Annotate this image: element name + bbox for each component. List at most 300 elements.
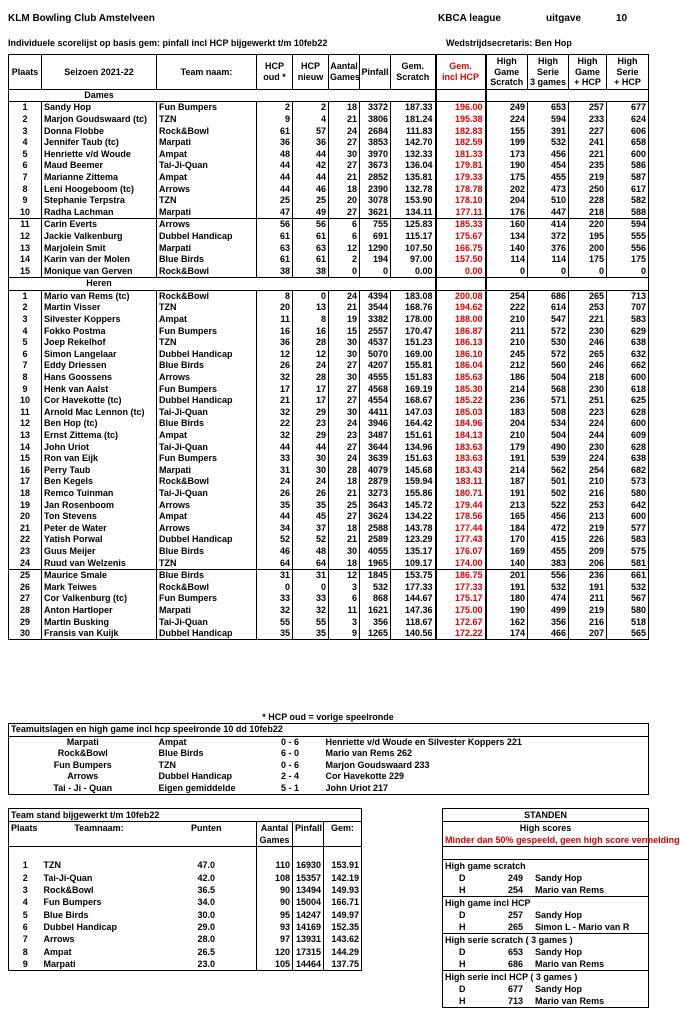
games-cell: 19 [329, 314, 360, 326]
high-game-cell: 213 [486, 499, 528, 511]
team-cell: Marpati [157, 465, 257, 477]
player-name: Simon L - Mario van R [535, 921, 630, 932]
high-game-cell: 191 [486, 453, 528, 465]
table-row [9, 160, 649, 172]
team-cell: Ampat [157, 511, 257, 523]
high-game-cell: 175 [486, 172, 528, 184]
stand-layout-row [9, 809, 649, 822]
team-cell: TZN [157, 302, 257, 314]
col-gem: Gem: [324, 822, 362, 835]
gem-scratch-cell: 151.61 [391, 430, 436, 442]
high-game-cell: 212 [486, 360, 528, 372]
gem-scratch-cell: 111.83 [391, 125, 436, 137]
plaats-cell: 14 [9, 441, 42, 453]
gem-scratch-cell: 147.03 [391, 407, 436, 419]
hcp-oud-cell: 8 [257, 290, 293, 302]
plaats-cell: 30 [9, 628, 42, 640]
plaats-cell: 5 [9, 148, 42, 160]
hcp-oud-cell: 31 [257, 569, 293, 581]
section-header [9, 278, 649, 291]
pinfall-cell: 2588 [360, 522, 391, 534]
naam-cell: Eddy Driessen [42, 360, 157, 372]
naam-cell: Stephanie Terpstra [42, 195, 157, 207]
high-game-hcp-cell: 265 [569, 290, 607, 302]
games-cell: 21 [329, 488, 360, 500]
games-cell: 18 [329, 476, 360, 488]
gem-hcp-cell: 185.22 [436, 395, 486, 407]
high-game-hcp-cell: 241 [569, 137, 607, 149]
gem-hcp-cell: 185.33 [436, 219, 486, 231]
gem-scratch-cell: 135.17 [391, 546, 436, 558]
high-serie-cell: 414 [528, 219, 569, 231]
gem-hcp-cell: 166.75 [436, 242, 486, 254]
table-row [9, 946, 649, 958]
hcp-nieuw-cell: 30 [293, 453, 329, 465]
high-serie-cell: 447 [528, 206, 569, 218]
col-high-serie: High Serie 3 games [528, 55, 569, 90]
high-game-cell: 179 [486, 441, 528, 453]
hcp-oud-cell: 32 [257, 407, 293, 419]
games-cell: 93 [257, 921, 293, 934]
punten-cell: 36.5 [197, 884, 216, 895]
pinfall-cell: 14464 [293, 958, 324, 971]
gem-scratch-cell: 134.96 [391, 441, 436, 453]
col-seizoen: Seizoen 2021-22 [42, 55, 157, 90]
naam-cell: Fokko Postma [42, 325, 157, 337]
plaats-cell: 2 [9, 114, 42, 126]
away-team: Eigen gemiddelde [157, 783, 257, 795]
section-title: Dames [42, 89, 157, 102]
hcp-oud-cell: 44 [257, 172, 293, 184]
high-score-block-title: High serie incl HCP ( 3 games ) [443, 971, 649, 984]
away-team: TZN [158, 759, 176, 770]
gem-hcp-cell: 179.33 [436, 172, 486, 184]
team-cell: Fun Bumpers [157, 325, 257, 337]
hcp-oud-cell: 44 [257, 441, 293, 453]
high-serie-hcp-cell: 573 [607, 476, 649, 488]
gem-hcp-cell: 195.38 [436, 114, 486, 126]
high-serie-cell: 532 [528, 137, 569, 149]
col-pinfall: Pinfall [293, 822, 324, 835]
hcp-oud-cell: 32 [257, 430, 293, 442]
list-subtitle: Individuele scorelijst op basis gem: pinfall incl HCP bijgewerkt t/m 10feb22 [8, 38, 328, 48]
games-cell: 6 [329, 231, 360, 243]
high-score-block-title: High serie scratch ( 3 games ) [443, 934, 649, 947]
high-serie-cell: 594 [528, 114, 569, 126]
hcp-oud-cell: 61 [257, 231, 293, 243]
hcp-nieuw-cell: 12 [293, 349, 329, 361]
gem-hcp-cell: 177.44 [436, 522, 486, 534]
plaats-cell: 9 [9, 383, 42, 395]
gem-hcp-cell: 177.43 [436, 534, 486, 546]
naam-cell: Yatish Porwal [42, 534, 157, 546]
high-serie-hcp-cell: 532 [607, 581, 649, 593]
plaats-cell: 5 [9, 909, 42, 921]
team-cell: TZN [157, 114, 257, 126]
gem-hcp-cell: 194.62 [436, 302, 486, 314]
high-serie-cell: 510 [528, 195, 569, 207]
plaats-cell: 2 [9, 872, 42, 884]
table-row [9, 383, 649, 395]
hcp-oud-cell: 26 [257, 488, 293, 500]
player-name: Mario van Rems [535, 995, 605, 1006]
pinfall-cell: 1265 [360, 628, 391, 640]
col-aantal: Aantal [257, 822, 293, 835]
team-cell: TZN [157, 337, 257, 349]
gap-cell [362, 971, 443, 984]
high-scores-title: High scores [443, 822, 649, 835]
pinfall-cell: 3644 [360, 441, 391, 453]
high-game-cell: 155 [486, 125, 528, 137]
high-game-hcp-cell: 246 [569, 360, 607, 372]
naam-cell: Arnold Mac Lennon (tc) [42, 407, 157, 419]
high-serie-hcp-cell: 629 [607, 325, 649, 337]
gem-scratch-cell: 134.22 [391, 511, 436, 523]
high-serie-cell: 539 [528, 453, 569, 465]
match-score: 6 - 0 [280, 748, 299, 759]
naam-cell: Radha Lachman [42, 206, 157, 218]
high-game-hcp-cell: 244 [569, 430, 607, 442]
games-cell: 24 [329, 125, 360, 137]
pinfall-cell: 2589 [360, 534, 391, 546]
plaats-cell: 21 [9, 522, 42, 534]
team-cell: Arrows [43, 934, 75, 945]
hcp-nieuw-cell: 13 [293, 302, 329, 314]
high-serie-cell: 532 [528, 581, 569, 593]
gem-hcp-cell: 186.87 [436, 325, 486, 337]
naam-cell: Carin Everts [42, 219, 157, 231]
hcp-nieuw-cell: 48 [293, 546, 329, 558]
pinfall-cell: 4554 [360, 395, 391, 407]
score: 677 [508, 983, 524, 994]
high-serie-cell: 653 [528, 102, 569, 114]
gem-scratch-cell: 142.70 [391, 137, 436, 149]
table-row [9, 534, 649, 546]
high-score-entry [443, 921, 649, 934]
team-cell: Tai-Ji-Quan [157, 160, 257, 172]
high-serie-hcp-cell: 642 [607, 499, 649, 511]
pinfall-cell: 3621 [360, 206, 391, 218]
games-cell: 18 [329, 557, 360, 569]
high-serie-hcp-cell: 600 [607, 511, 649, 523]
stand-layout-row [9, 822, 649, 835]
high-game-hcp-cell: 219 [569, 605, 607, 617]
pinfall-cell: 3673 [360, 160, 391, 172]
hcp-nieuw-cell: 0 [293, 290, 329, 302]
gem-hcp-cell: 200.08 [436, 290, 486, 302]
score: 257 [508, 909, 524, 920]
table-row [9, 430, 649, 442]
naam-cell: Marjolein Smit [42, 242, 157, 254]
stand-layout-row [9, 834, 649, 847]
high-serie-hcp-cell: 582 [607, 195, 649, 207]
gap-cell [362, 872, 443, 884]
gem-hcp-cell: 185.30 [436, 383, 486, 395]
plaats-cell: 3 [9, 314, 42, 326]
blank-cell [324, 847, 362, 860]
gender: D [459, 872, 466, 883]
high-serie-hcp-cell: 624 [607, 114, 649, 126]
gap-cell [362, 909, 443, 921]
team-cell: Dubbel Handicap [157, 628, 257, 640]
high-game-cell: 140 [486, 242, 528, 254]
high-serie-hcp-cell: 594 [607, 219, 649, 231]
high-game-hcp-cell: 221 [569, 314, 607, 326]
gem-scratch-cell: 135.81 [391, 172, 436, 184]
pinfall-cell: 868 [360, 593, 391, 605]
header-cell [293, 834, 324, 847]
gem-cell: 166.71 [324, 897, 362, 910]
high-game-cell: 210 [486, 314, 528, 326]
high-serie-cell: 547 [528, 314, 569, 326]
blank-cell [9, 995, 362, 1008]
header-cell [157, 834, 257, 847]
high-game-hcp-cell: 265 [569, 349, 607, 361]
high-game-hcp-cell: 223 [569, 407, 607, 419]
section-cell [486, 89, 649, 102]
plaats-cell: 3 [9, 125, 42, 137]
high-game-cell: 190 [486, 605, 528, 617]
plaats-cell: 1 [9, 102, 42, 114]
pinfall-cell: 14247 [293, 909, 324, 921]
high-serie-cell: 572 [528, 325, 569, 337]
hcp-oud-cell: 52 [257, 534, 293, 546]
gap-cell [362, 958, 443, 971]
games-cell: 27 [329, 395, 360, 407]
blank-cell [257, 847, 293, 860]
table-row [9, 302, 649, 314]
high-serie-hcp-cell: 581 [607, 557, 649, 569]
plaats-cell: 15 [9, 265, 42, 277]
plaats-cell: 13 [9, 242, 42, 254]
high-serie-hcp-cell: 567 [607, 593, 649, 605]
games-cell: 27 [329, 441, 360, 453]
high-serie-cell: 504 [528, 372, 569, 384]
high-game-cell: 214 [486, 383, 528, 395]
hcp-nieuw-cell: 44 [293, 441, 329, 453]
high-serie-hcp-cell: 600 [607, 372, 649, 384]
player-name: Sandy Hop [535, 946, 583, 957]
table-row [9, 522, 649, 534]
high-serie-hcp-cell: 577 [607, 522, 649, 534]
high-game-cell: 140 [486, 557, 528, 569]
high-score-block-title: High game scratch [443, 860, 649, 873]
punten-cell: 30.0 [197, 909, 216, 920]
plaats-cell: 7 [9, 360, 42, 372]
table-row [9, 102, 649, 114]
team-cell: Tai-Ji-Quan [157, 441, 257, 453]
score: 254 [508, 884, 524, 895]
table-row [9, 325, 649, 337]
gap-cell [362, 834, 443, 847]
table-row [9, 360, 649, 372]
high-game-cell: 170 [486, 534, 528, 546]
hcp-oud-cell: 64 [257, 557, 293, 569]
gem-scratch-cell: 140.56 [391, 628, 436, 640]
gem-scratch-cell: 107.50 [391, 242, 436, 254]
gem-scratch-cell: 168.67 [391, 395, 436, 407]
table-row [9, 860, 649, 873]
pinfall-cell: 3853 [360, 137, 391, 149]
high-game-cell: 186 [486, 372, 528, 384]
team-cell: Ampat [157, 430, 257, 442]
edition-label: uitgave [546, 13, 582, 24]
gem-hcp-cell: 185.03 [436, 407, 486, 419]
high-game-hcp-cell: 221 [569, 148, 607, 160]
hcp-oud-cell: 20 [257, 302, 293, 314]
high-game-cell: 204 [486, 195, 528, 207]
high-serie-cell: 0 [528, 265, 569, 277]
col-high-game: High Game Scratch [486, 55, 528, 90]
high-serie-hcp-cell: 628 [607, 441, 649, 453]
punten-cell: 47.0 [197, 860, 216, 871]
table-row [9, 628, 649, 640]
hcp-oud-cell: 22 [257, 418, 293, 430]
high-serie-hcp-cell: 518 [607, 616, 649, 628]
gem-hcp-cell: 185.63 [436, 372, 486, 384]
gem-scratch-cell: 153.90 [391, 195, 436, 207]
plaats-cell: 6 [9, 160, 42, 172]
section-cell [157, 89, 436, 102]
table-row [9, 488, 649, 500]
high-serie-hcp-cell: 175 [607, 254, 649, 266]
stand-layout-row [9, 983, 649, 995]
high-game-hcp-cell: 246 [569, 337, 607, 349]
col-games: Aantal Games [329, 55, 360, 90]
gem-hcp-cell: 172.67 [436, 616, 486, 628]
col-gem-scratch: Gem. Scratch [391, 55, 436, 90]
plaats-cell: 10 [9, 395, 42, 407]
high-game-cell: 199 [486, 137, 528, 149]
high-serie-cell: 614 [528, 302, 569, 314]
section-cell [436, 278, 486, 291]
high-serie-hcp-cell: 638 [607, 337, 649, 349]
pinfall-cell: 2852 [360, 172, 391, 184]
gap-cell [362, 847, 443, 860]
games-cell: 95 [257, 909, 293, 921]
high-game-cell: 245 [486, 349, 528, 361]
team-cell: Tai-Ji-Quan [157, 616, 257, 628]
team-cell: Rock&Bowl [157, 476, 257, 488]
table-row [9, 125, 649, 137]
hcp-nieuw-cell: 17 [293, 383, 329, 395]
pinfall-cell: 3487 [360, 430, 391, 442]
score: 653 [508, 946, 524, 957]
table-row [9, 958, 649, 971]
naam-cell: Ton Stevens [42, 511, 157, 523]
table-row [9, 593, 649, 605]
gap-cell [362, 897, 443, 910]
gem-scratch-cell: 118.67 [391, 616, 436, 628]
hcp-nieuw-cell: 35 [293, 499, 329, 511]
plaats-cell: 26 [9, 581, 42, 593]
hcp-oud-cell: 31 [257, 465, 293, 477]
high-game-cell: 187 [486, 476, 528, 488]
high-serie-cell: 466 [528, 628, 569, 640]
pinfall-cell: 15357 [293, 872, 324, 884]
games-cell: 20 [329, 195, 360, 207]
high-serie-hcp-cell: 662 [607, 360, 649, 372]
games-cell: 30 [329, 407, 360, 419]
naam-cell: Ben Hop (tc) [42, 418, 157, 430]
hcp-nieuw-cell: 31 [293, 569, 329, 581]
games-cell: 3 [329, 581, 360, 593]
pinfall-cell: 4079 [360, 465, 391, 477]
gap-cell [362, 884, 443, 897]
gem-cell: 149.93 [324, 884, 362, 897]
gem-scratch-cell: 151.83 [391, 372, 436, 384]
pinfall-cell: 3372 [360, 102, 391, 114]
gem-scratch-cell: 132.33 [391, 148, 436, 160]
gem-scratch-cell: 155.81 [391, 360, 436, 372]
hcp-nieuw-cell: 57 [293, 125, 329, 137]
team-results-table [8, 723, 649, 795]
high-game-hcp-cell: 230 [569, 383, 607, 395]
games-cell: 21 [329, 114, 360, 126]
naam-cell: Remco Tuinman [42, 488, 157, 500]
gem-scratch-cell: 143.78 [391, 522, 436, 534]
table-row [9, 337, 649, 349]
gem-scratch-cell: 151.23 [391, 337, 436, 349]
high-score-entry [443, 946, 649, 958]
hcp-nieuw-cell: 46 [293, 183, 329, 195]
pinfall-cell: 3643 [360, 499, 391, 511]
hcp-oud-cell: 38 [257, 265, 293, 277]
high-game-cell: 191 [486, 488, 528, 500]
hcp-nieuw-cell: 4 [293, 114, 329, 126]
gem-cell: 152.35 [324, 921, 362, 934]
stand-title: Team stand bijgewerkt t/m 10feb22 [9, 809, 362, 822]
hcp-oud-cell: 0 [257, 581, 293, 593]
gem-hcp-cell: 180.71 [436, 488, 486, 500]
high-serie-cell: 534 [528, 418, 569, 430]
punten-cell: 42.0 [197, 872, 216, 883]
gem-cell: 144.29 [324, 946, 362, 958]
high-game-cell: 184 [486, 522, 528, 534]
home-team: Arrows [9, 771, 157, 783]
table-row [9, 407, 649, 419]
score: 265 [508, 921, 524, 932]
gem-hcp-cell: 184.13 [436, 430, 486, 442]
gem-scratch-cell: 115.17 [391, 231, 436, 243]
high-serie-hcp-cell: 606 [607, 125, 649, 137]
high-serie-cell: 372 [528, 231, 569, 243]
plaats-cell: 7 [9, 172, 42, 184]
games-cell: 27 [329, 360, 360, 372]
edition-value: 10 [616, 13, 628, 24]
team-cell: Dubbel Handicap [157, 395, 257, 407]
score: 686 [508, 958, 524, 969]
games-cell: 6 [329, 593, 360, 605]
plaats-cell: 9 [9, 195, 42, 207]
club-name: KLM Bowling Club Amstelveen [8, 13, 155, 24]
high-game-hcp-cell: 228 [569, 195, 607, 207]
plaats-cell: 24 [9, 557, 42, 569]
result-row [9, 736, 649, 748]
team-cell: Ampat [157, 172, 257, 184]
high-serie-cell: 455 [528, 546, 569, 558]
high-serie-hcp-cell: 565 [607, 628, 649, 640]
result-row [9, 771, 649, 783]
player-name: Mario van Rems [535, 958, 605, 969]
high-game-cell: 162 [486, 616, 528, 628]
table-row [9, 499, 649, 511]
gap-cell [362, 809, 443, 822]
gem-hcp-cell: 174.00 [436, 557, 486, 569]
team-cell: Fun Bumpers [157, 383, 257, 395]
high-game-hcp-cell: 227 [569, 125, 607, 137]
gem-cell: 143.62 [324, 934, 362, 947]
